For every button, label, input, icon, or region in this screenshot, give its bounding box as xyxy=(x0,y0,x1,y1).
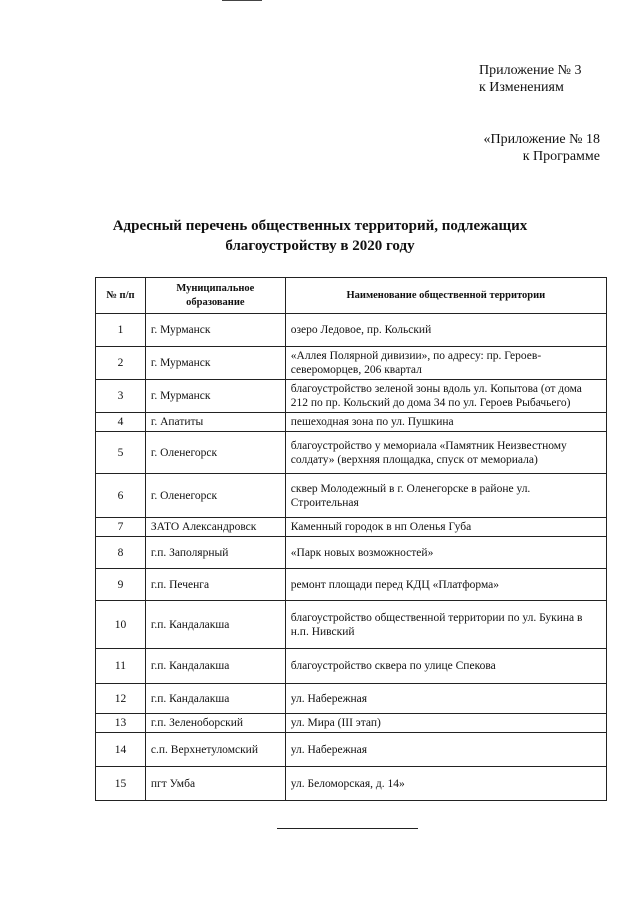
row-municipality: г. Мурманск xyxy=(145,380,285,413)
table-row xyxy=(96,347,607,380)
row-num: 11 xyxy=(96,649,146,684)
title-line-2: благоустройству в 2020 году xyxy=(225,238,415,254)
program-appendix-note xyxy=(484,131,601,165)
table-row xyxy=(96,474,607,518)
territories-table xyxy=(95,277,607,801)
row-territory: «Аллея Полярной дивизии», по адресу: пр. Героев-североморцев, 206 квартал xyxy=(285,347,606,380)
row-num: 9 xyxy=(96,569,146,601)
row-municipality: с.п. Верхнетуломский xyxy=(145,733,285,767)
row-num: 2 xyxy=(96,347,146,380)
row-municipality: г.п. Кандалакша xyxy=(145,601,285,649)
program-appendix-line-1: «Приложение № 18 xyxy=(483,132,600,147)
table-row xyxy=(96,733,607,767)
header-territory: Наименование общественной территории xyxy=(285,278,606,314)
row-territory: «Парк новых возможностей» xyxy=(285,537,606,569)
table-row xyxy=(96,649,607,684)
row-num: 4 xyxy=(96,413,146,432)
table-row xyxy=(96,714,607,733)
row-municipality: г.п. Кандалакша xyxy=(145,684,285,714)
header-municipality-line-2: образование xyxy=(186,296,245,308)
row-territory: ул. Мира (III этап) xyxy=(285,714,606,733)
header-num: № п/п xyxy=(96,278,146,314)
row-municipality: г.п. Кандалакша xyxy=(145,649,285,684)
row-territory: озеро Ледовое, пр. Кольский xyxy=(285,314,606,347)
table-row xyxy=(96,432,607,474)
row-territory: ремонт площади перед КДЦ «Платформа» xyxy=(285,569,606,601)
row-municipality: г. Мурманск xyxy=(145,314,285,347)
row-territory: благоустройство у мемориала «Памятник Неизвестному солдату» (верхняя площадка, спуск от мемориала) xyxy=(285,432,606,474)
header-municipality-line-1: Муниципальное xyxy=(176,282,255,294)
bottom-rule xyxy=(277,828,418,829)
table-row xyxy=(96,314,607,347)
row-num: 10 xyxy=(96,601,146,649)
program-appendix-line-2: к Программе xyxy=(522,149,600,164)
row-municipality: г.п. Зеленоборский xyxy=(145,714,285,733)
row-territory: благоустройство сквера по улице Спекова xyxy=(285,649,606,684)
row-num: 15 xyxy=(96,767,146,801)
row-municipality: пгт Умба xyxy=(145,767,285,801)
row-num: 12 xyxy=(96,684,146,714)
row-num: 1 xyxy=(96,314,146,347)
row-municipality: г. Апатиты xyxy=(145,413,285,432)
table-row xyxy=(96,767,607,801)
table-row xyxy=(96,518,607,537)
row-num: 3 xyxy=(96,380,146,413)
header-municipality xyxy=(145,278,285,314)
title-line-1: Адресный перечень общественных территорий, подлежащих xyxy=(112,218,528,234)
table-header-row xyxy=(96,278,607,314)
row-territory: сквер Молодежный в г. Оленегорске в районе ул. Строительная xyxy=(285,474,606,518)
row-num: 8 xyxy=(96,537,146,569)
row-municipality: г.п. Печенга xyxy=(145,569,285,601)
row-num: 13 xyxy=(96,714,146,733)
document-title xyxy=(0,216,640,256)
row-territory: Каменный городок в нп Оленья Губа xyxy=(285,518,606,537)
table-row xyxy=(96,684,607,714)
table-row xyxy=(96,601,607,649)
table-row xyxy=(96,569,607,601)
row-territory: благоустройство зеленой зоны вдоль ул. Копытова (от дома 212 по пр. Кольский до дома 34 по ул. Героев Рыбачьего) xyxy=(285,380,606,413)
appendix-line-1: Приложение № 3 xyxy=(479,63,582,78)
row-num: 5 xyxy=(96,432,146,474)
row-municipality: г.п. Заполярный xyxy=(145,537,285,569)
row-num: 6 xyxy=(96,474,146,518)
row-territory: ул. Набережная xyxy=(285,733,606,767)
appendix-line-2: к Изменениям xyxy=(479,80,564,95)
row-territory: ул. Набережная xyxy=(285,684,606,714)
row-municipality: ЗАТО Александровск xyxy=(145,518,285,537)
row-territory: ул. Беломорская, д. 14» xyxy=(285,767,606,801)
row-municipality: г. Оленегорск xyxy=(145,432,285,474)
top-rule xyxy=(222,0,262,1)
row-municipality: г. Мурманск xyxy=(145,347,285,380)
table-row xyxy=(96,413,607,432)
row-territory: пешеходная зона по ул. Пушкина xyxy=(285,413,606,432)
row-territory: благоустройство общественной территории по ул. Букина в н.п. Нивский xyxy=(285,601,606,649)
table-row xyxy=(96,380,607,413)
table-row xyxy=(96,537,607,569)
appendix-note xyxy=(479,62,582,96)
row-num: 14 xyxy=(96,733,146,767)
row-municipality: г. Оленегорск xyxy=(145,474,285,518)
row-num: 7 xyxy=(96,518,146,537)
